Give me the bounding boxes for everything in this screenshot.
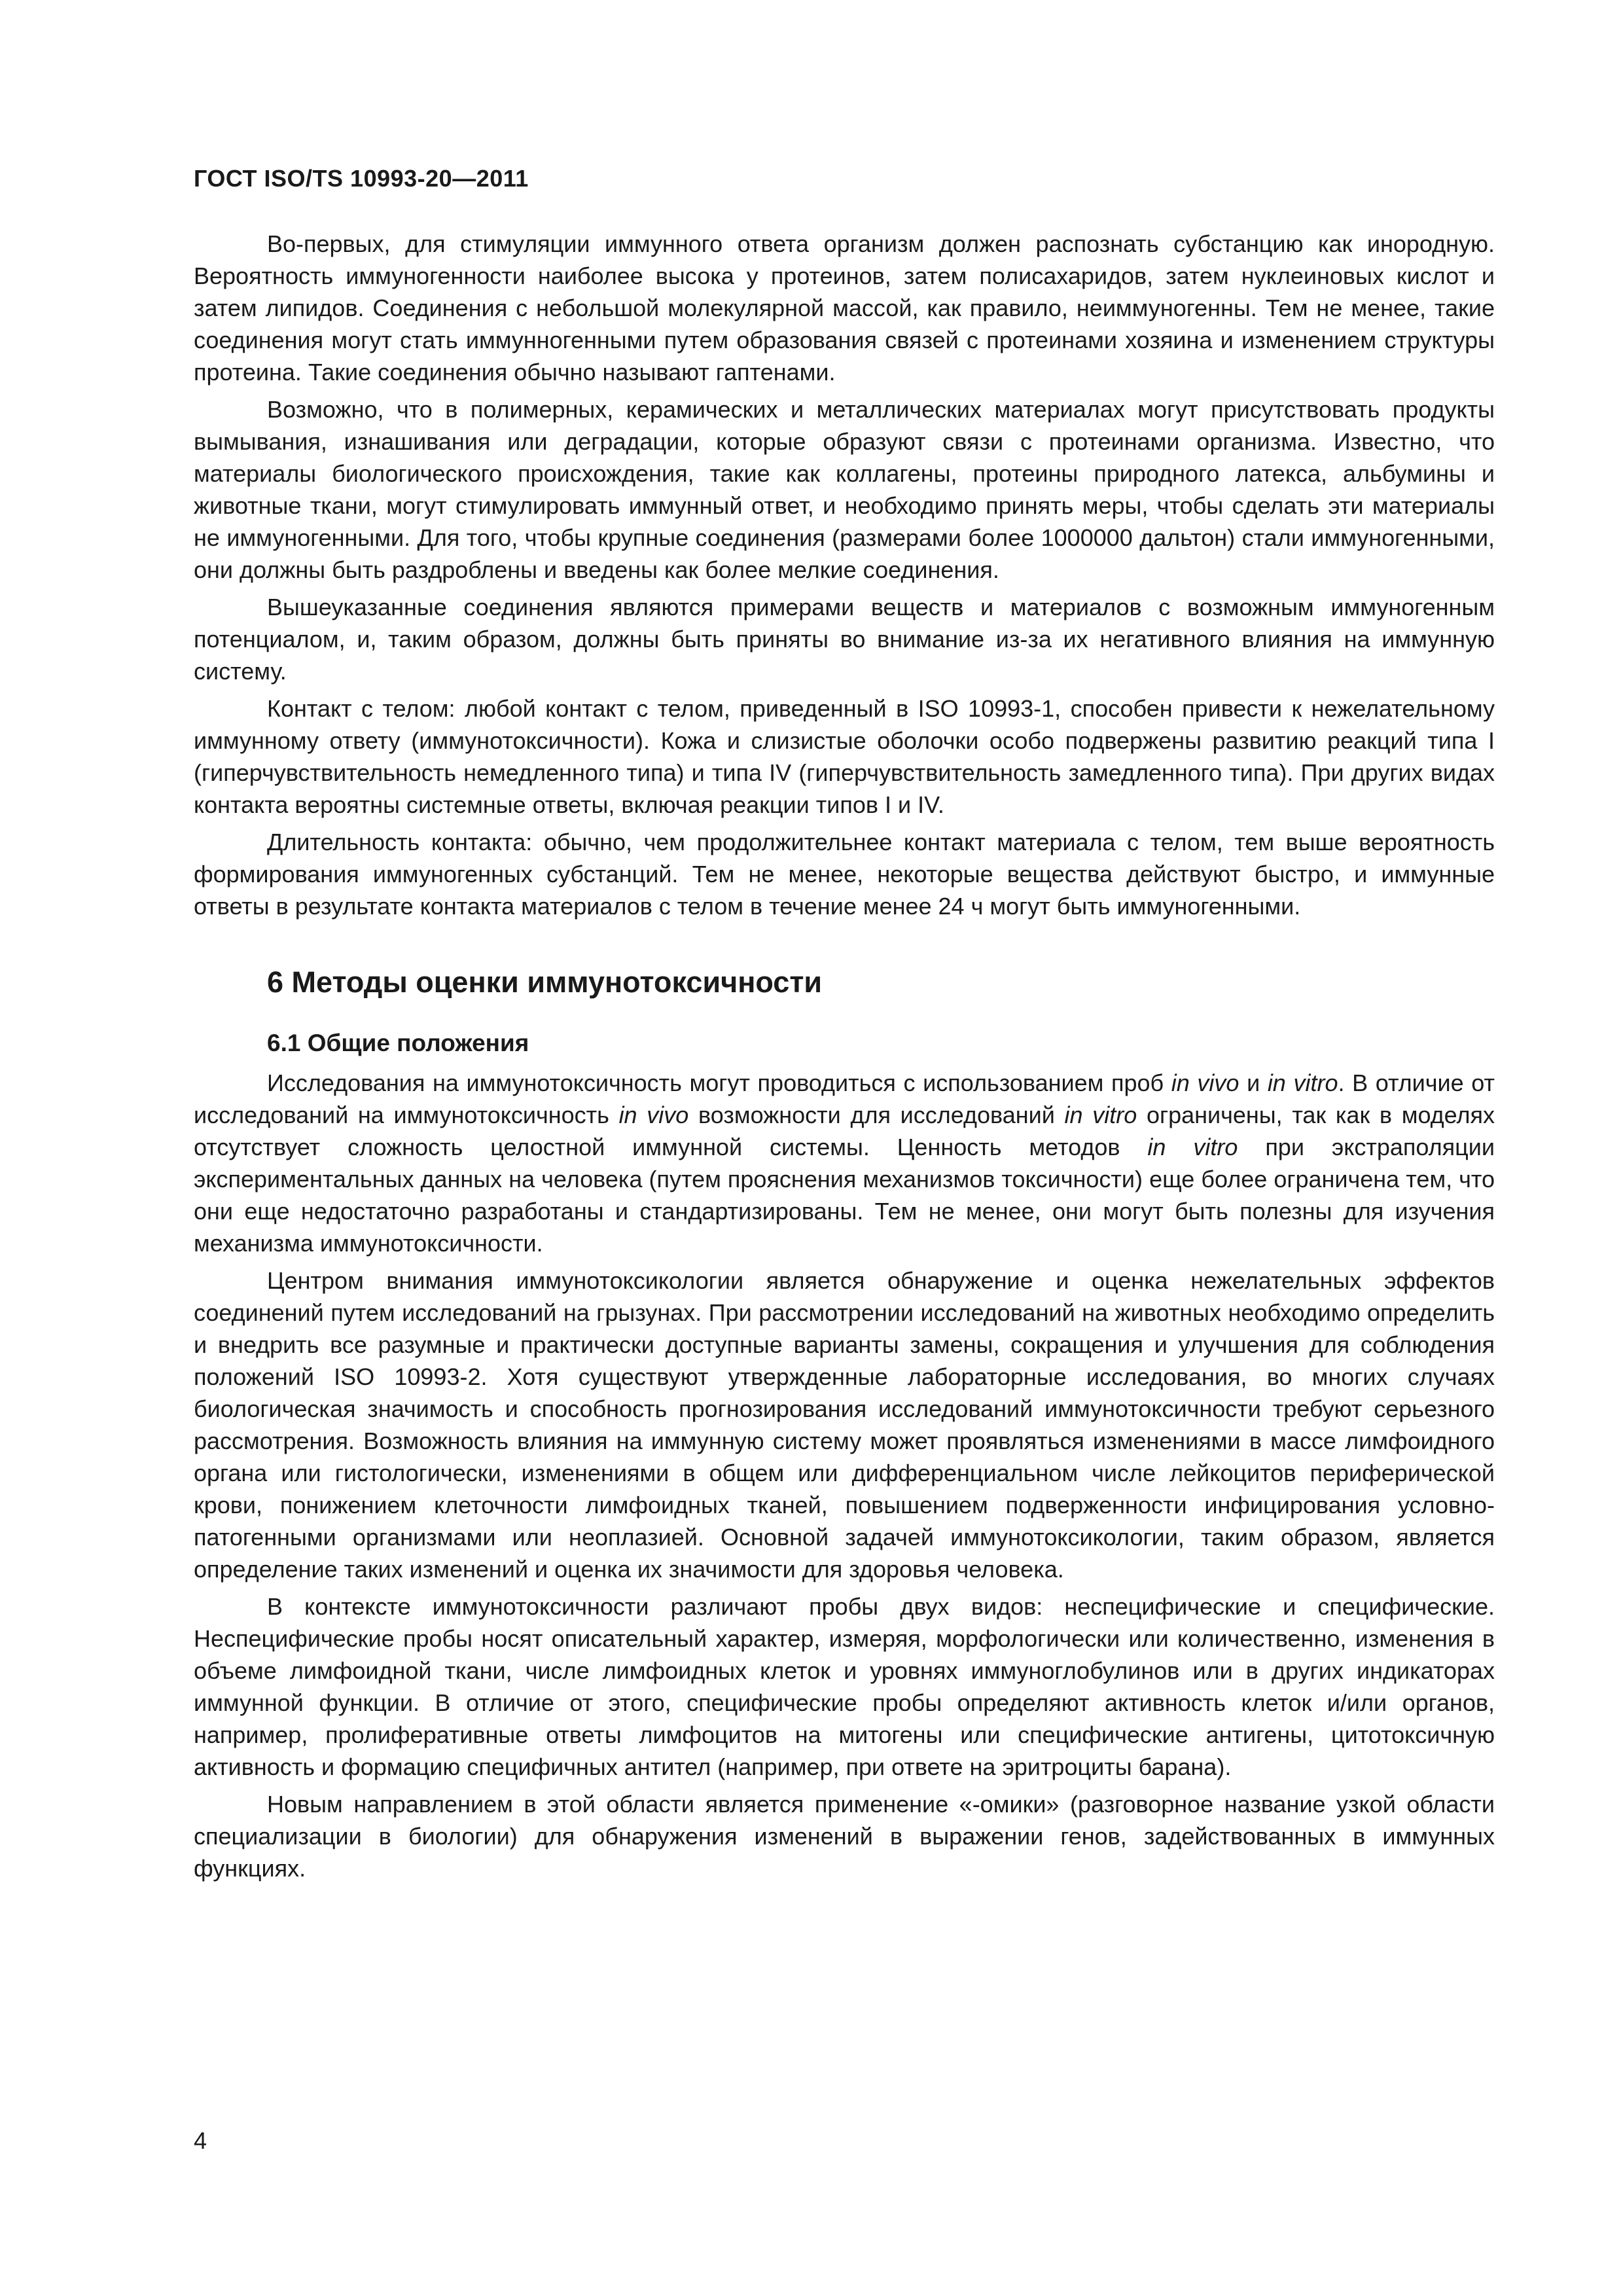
paragraph-immunotoxicology-focus: Центром внимания иммунотоксикологии является обнаружение и оценка нежелательных эффектов соединений путем исследований на грызунах. При рассмотрении исследований на животных необходимо определить и внедрить все разумные и практически доступные варианты замены, сокращения и улучшения для соблюдения положений ISO 10993-2. Хотя существуют утвержденные лабораторные исследования, во многих случаях биологическая значимость и способность прогнозирования исследований иммунотоксичности требуют серьезного рассмотрения. Возможность влияния на иммунную систему может проявляться изменениями в массе лимфоидного органа или гистологически, изменениями в общем или дифференциальном числе лейкоцитов периферической крови, понижением клеточности лимфоидных тканей, повышением подверженности инфицирования условно-патогенными организмами или неоплазией. Основной задачей иммунотоксикологии, таким образом, является определение таких изменений и оценка их значимости для здоровья человека. <box>194 1267 1495 1583</box>
text-segment: ограничены, так как в моделях отсутствует сложность целостной иммунной системы. Ценность методов <box>194 1102 1495 1160</box>
text-segment: Исследования на иммунотоксичность могут проводиться с использованием проб <box>267 1069 1171 1096</box>
page-number: 4 <box>194 2127 207 2154</box>
paragraph-omics: Новым направлением в этой области является применение «-омики» (разговорное название узкой области специализации в биологии) для обнаружения изменений в выражении генов, задействованных в иммунных функциях. <box>194 1791 1495 1882</box>
paragraph-test-types: В контексте иммунотоксичности различают пробы двух видов: неспецифические и специфические. Неспецифические пробы носят описательный характер, измеряя, морфологически или количественно, изменения в объеме лимфоидной ткани, числе лимфоидных клеток и уровнях иммуноглобулинов или в других индикаторах иммунной функции. В отличие от этого, специфические пробы определяют активность клеток и/или органов, например, пролиферативные ответы лимфоцитов на митогены или специфические антигены, цитотоксичную активность и формацию специфичных антител (например, при ответе на эритроциты барана). <box>194 1593 1495 1780</box>
paragraph-materials: Возможно, что в полимерных, керамических и металлических материалах могут присутствовать продукты вымывания, изнашивания или деградации, которые образуют связи с протеинами организма. Известно, что материалы биологического происхождения, такие как коллагены, протеины природного латекса, альбумины и животные ткани, могут стимулировать иммунный ответ, и необходимо принять меры, чтобы сделать эти материалы не иммуногенными. Для того, чтобы крупные соединения (размерами более 1000000 дальтон) стали иммуногенными, они должны быть раздроблены и введены как более мелкие соединения. <box>194 396 1495 583</box>
text-segment: . В отличие от исследований на иммунотоксичность <box>194 1069 1495 1128</box>
paragraph-contact-duration: Длительность контакта: обычно, чем продолжительнее контакт материала с телом, тем выше вероятность формирования иммуногенных субстанций. Тем не менее, некоторые вещества действуют быстро, и иммунные ответы в результате контакта материалов с телом в течение менее 24 ч могут быть иммуногенными. <box>194 829 1495 920</box>
section-6-1-heading: 6.1 Общие положения <box>267 1030 529 1056</box>
document-header: ГОСТ ISO/TS 10993-20—2011 <box>194 165 529 192</box>
paragraph-immunogenic-potential: Вышеуказанные соединения являются примерами веществ и материалов с возможным иммуногенным потенциалом, и, таким образом, должны быть приняты во внимание из-за их негативного влияния на иммунную систему. <box>194 594 1495 685</box>
latin-term: in vitro <box>1064 1102 1137 1128</box>
paragraph-haptens: Во-первых, для стимуляции иммунного ответа организм должен распознать субстанцию как инородную. Вероятность иммуногенности наиболее высока у протеинов, затем полисахаридов, затем нуклеиновых кислот и затем липидов. Соединения с небольшой молекулярной массой, как правило, неиммуногенны. Тем не менее, такие соединения могут стать иммунногенными путем образования связей с протеинами хозяина и изменением структуры протеина. Такие соединения обычно называют гаптенами. <box>194 230 1495 386</box>
text-segment: и <box>1239 1069 1268 1096</box>
text-segment: возможности для исследований <box>688 1102 1065 1128</box>
section-6-heading: 6 Методы оценки иммунотоксичности <box>267 965 823 999</box>
latin-term: in vivo <box>1171 1069 1240 1096</box>
latin-term: in vitro <box>1147 1134 1238 1160</box>
paragraph-in-vivo-in-vitro <box>194 1067 1495 1259</box>
page-content <box>194 228 1495 1890</box>
text-segment: при экстраполяции экспериментальных данных на человека (путем прояснения механизмов токсичности) еще более ограничена тем, что они еще недостаточно разработаны и стандартизированы. Тем не менее, они могут быть полезны для изучения механизма иммунотоксичности. <box>194 1134 1495 1257</box>
paragraph-body-contact: Контакт с телом: любой контакт с телом, приведенный в ISO 10993-1, способен привести к нежелательному иммунному ответу (иммунотоксичности). Кожа и слизистые оболочки особо подвержены развитию реакций типа I (гиперчувствительность немедленного типа) и типа IV (гиперчувствительность замедленного типа). При других видах контакта вероятны системные ответы, включая реакции типов I и IV. <box>194 695 1495 818</box>
latin-term: in vivo <box>618 1102 689 1128</box>
latin-term: in vitro <box>1267 1069 1338 1096</box>
